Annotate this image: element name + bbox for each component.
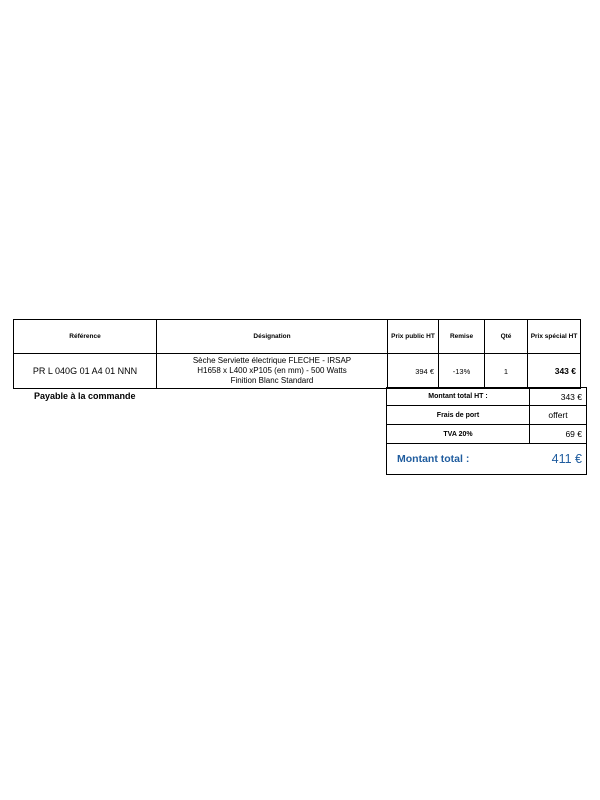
grand-total-value: 411 €	[530, 444, 587, 475]
header-remise: Remise	[439, 320, 485, 354]
cell-reference: PR L 040G 01 A4 01 NNN	[14, 354, 157, 389]
header-prix-public: Prix public HT	[388, 320, 439, 354]
header-designation: Désignation	[157, 320, 388, 354]
cell-prix-public: 394 €	[388, 354, 439, 389]
tva-value: 69 €	[530, 425, 587, 444]
payable-note: Payable à la commande	[34, 391, 136, 401]
totals-row-montant-ht	[387, 388, 587, 406]
header-qte: Qté	[485, 320, 528, 354]
header-reference: Référence	[14, 320, 157, 354]
designation-line-1: Sèche Serviette électrique FLECHE - IRSAP	[192, 356, 352, 365]
designation-line-3: Finition Blanc Standard	[230, 376, 314, 385]
frais-port-label: Frais de port	[387, 406, 530, 425]
quote-section	[13, 319, 580, 389]
header-prix-special: Prix spécial HT	[528, 320, 581, 354]
montant-ht-label: Montant total HT :	[387, 388, 530, 406]
cell-designation	[157, 354, 388, 389]
cell-prix-special: 343 €	[528, 354, 581, 389]
totals-row-grand-total	[387, 444, 587, 475]
grand-total-label: Montant total :	[387, 444, 530, 475]
tva-label: TVA 20%	[387, 425, 530, 444]
table-header-row	[14, 320, 581, 354]
product-table	[13, 319, 581, 389]
table-row	[14, 354, 581, 389]
frais-port-value: offert	[530, 406, 587, 425]
totals-row-frais-port	[387, 406, 587, 425]
totals-row-tva	[387, 425, 587, 444]
totals-table	[386, 387, 587, 475]
cell-remise: -13%	[439, 354, 485, 389]
designation-line-2: H1658 x L400 xP105 (en mm) - 500 Watts	[197, 366, 347, 375]
montant-ht-value: 343 €	[530, 388, 587, 406]
cell-qte: 1	[485, 354, 528, 389]
